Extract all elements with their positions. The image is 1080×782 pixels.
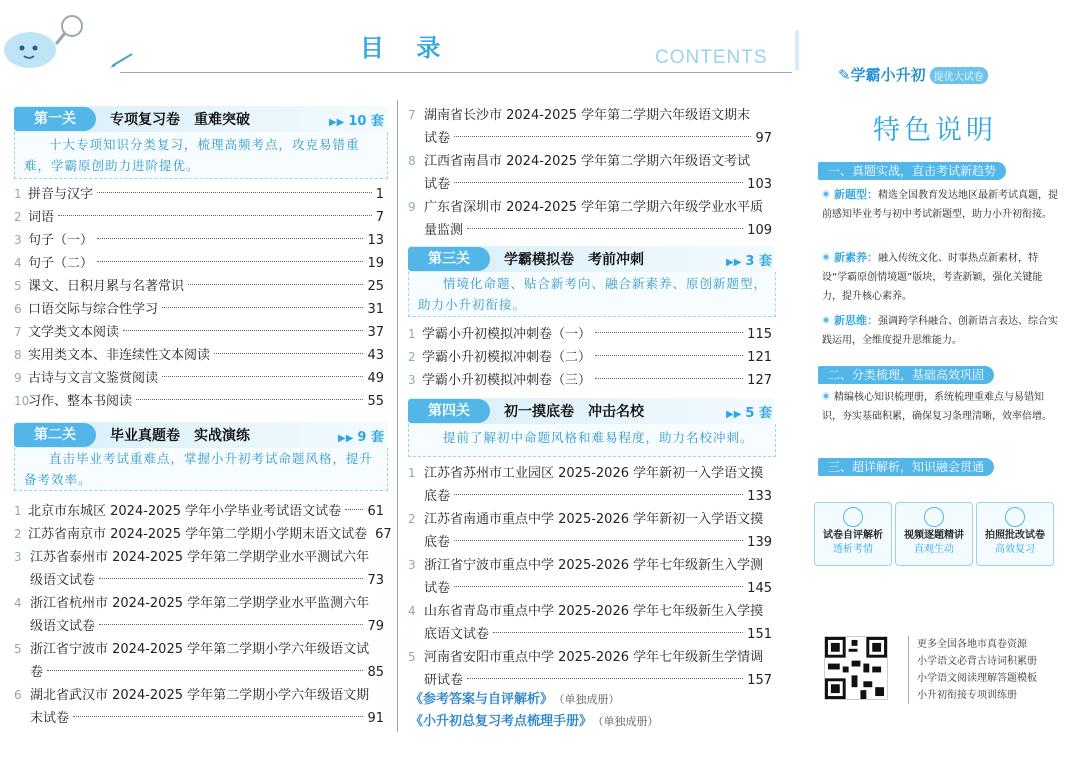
card-self-assess <box>814 502 892 566</box>
toc-title-line2 <box>30 569 384 592</box>
toc-row <box>408 150 772 196</box>
extra-handbook-note: （单独成册） <box>598 715 659 728</box>
section-3-count <box>726 250 772 269</box>
toc-row <box>14 344 384 367</box>
page-title: 目 录 <box>360 34 453 62</box>
feature-new-question <box>822 185 1058 224</box>
brand-pencil-icon: ✎ <box>838 66 851 84</box>
toc-row <box>408 508 772 554</box>
toc-title: 江苏省南京市 2024-2025 学年第二学期小学期末语文试卷 <box>28 527 368 542</box>
resource-list <box>908 636 1037 704</box>
toc-title: 浙江省宁波市重点中学 2025-2026 学年七年级新生入学测 <box>424 558 764 573</box>
toc-leader <box>162 307 363 308</box>
toc-title: 句子（二） <box>28 256 94 271</box>
toc-row <box>408 369 772 392</box>
toc-title: 江苏省南通市重点中学 2025-2026 学年新初一入学语文摸 <box>424 512 764 527</box>
toc-number: 3 <box>408 558 416 572</box>
section-4-list <box>408 462 772 692</box>
toc-page: 19 <box>367 256 384 271</box>
bullet-icon <box>822 253 830 261</box>
card-self-assess-title: 试卷自评解析 <box>823 530 883 541</box>
toc-title-cont: 卷 <box>30 665 44 680</box>
toc-number: 2 <box>14 210 22 224</box>
toc-number: 2 <box>14 527 22 541</box>
toc-number: 2 <box>408 350 416 364</box>
toc-title: 广东省深圳市 2024-2025 学年第二学期六年级学业水平质 <box>424 200 764 215</box>
toc-page: 67 <box>375 527 392 542</box>
toc-title-line2 <box>30 615 384 638</box>
toc-row <box>14 298 384 321</box>
toc-title: 古诗与文言文鉴赏阅读 <box>28 371 159 386</box>
toc-title-cont: 底卷 <box>424 489 451 504</box>
toc-number: 2 <box>408 512 416 526</box>
section-1-list <box>14 183 384 413</box>
toc-row <box>408 554 772 600</box>
kw-new-thinking: 新思维： <box>834 314 878 327</box>
qr-code-icon <box>824 636 888 700</box>
extra-answers-title: 《参考答案与自评解析》 <box>410 692 554 707</box>
section-4-intro: 提前了解初中命题风格和难易程度，助力名校冲刺。 <box>443 430 754 445</box>
toc-leader <box>97 261 363 262</box>
toc-title: 课文、日积月累与名著常识 <box>28 279 185 294</box>
toc-leader <box>123 330 363 331</box>
feature-pill-1: 一、真题实战，直击考试新趋势 <box>818 162 1006 180</box>
toc-title-cont: 级语文试卷 <box>30 619 96 634</box>
section-3-title: 学霸模拟卷 考前冲刺 <box>504 252 644 268</box>
toc-title-cont: 底卷 <box>424 535 451 550</box>
page-subtitle: CONTENTS <box>655 47 768 68</box>
toc-number: 5 <box>408 650 416 664</box>
toc-title-line2 <box>424 127 772 150</box>
mascot-magnifier-icon <box>2 12 88 72</box>
feature-title: 特色说明 <box>873 115 997 146</box>
toc-number: 1 <box>408 327 416 341</box>
toc-page: 43 <box>367 348 384 363</box>
toc-row <box>14 183 384 206</box>
toc-row <box>14 275 384 298</box>
toc-page: 25 <box>367 279 384 294</box>
toc-title: 习作、整本书阅读 <box>28 394 133 409</box>
text-new-literacy: 融入传统文化、时事热点新素材，特设“学霸原创情境题”版块，考查新颖，强化关键能力，提升核心素养。 <box>822 253 1043 302</box>
toc-row <box>408 600 772 646</box>
section-4-count-text: 5 套 <box>745 405 772 421</box>
brand <box>838 64 988 85</box>
toc-row <box>14 206 384 229</box>
toc-number: 6 <box>14 302 22 316</box>
toc-page: 103 <box>747 177 772 192</box>
section-2-count <box>338 426 384 445</box>
section-1-tag: 第一关 <box>14 107 96 131</box>
toc-leader <box>454 540 743 541</box>
toc-row <box>408 346 772 369</box>
toc-leader <box>97 238 363 239</box>
toc-page: 157 <box>747 673 772 688</box>
toc-title-line2 <box>424 173 772 196</box>
toc-title: 浙江省杭州市 2024-2025 学年第二学期学业水平监测六年 <box>30 596 370 611</box>
toc-number: 9 <box>14 371 22 385</box>
double-arrow-icon: ▶▶ <box>726 256 742 268</box>
toc-title: 江苏省苏州市工业园区 2025-2026 学年新初一入学语文摸 <box>424 466 764 481</box>
toc-row <box>408 323 772 346</box>
toc-title-cont: 量监测 <box>424 223 464 238</box>
double-arrow-icon: ▶▶ <box>338 432 354 444</box>
toc-leader <box>73 716 363 717</box>
brand-badge: 提优大试卷 <box>930 67 988 84</box>
bullet-icon <box>822 190 830 198</box>
toc-title-line2 <box>424 577 772 600</box>
resource-item: 小学语文阅读理解答题模板 <box>908 670 1037 687</box>
bullet-icon <box>822 316 830 324</box>
toc-leader <box>454 494 743 495</box>
feature-organize <box>822 388 1058 426</box>
toc-title-cont: 试卷 <box>424 581 451 596</box>
section-1-header <box>14 106 384 132</box>
section-3-tag: 第三关 <box>408 247 490 271</box>
section-2-tag: 第二关 <box>14 423 96 447</box>
toc-title: 山东省青岛市重点中学 2025-2026 学年七年级新生入学摸 <box>424 604 764 619</box>
text-organize: 精编核心知识梳理册，系统梳理重难点与易错知识，夯实基础积累，确保复习条理清晰，效率倍增。 <box>822 392 1052 422</box>
toc-title: 拼音与汉字 <box>28 187 94 202</box>
toc-title: 文学类文本阅读 <box>28 325 120 340</box>
toc-title-line2 <box>424 531 772 554</box>
toc-page: 55 <box>367 394 384 409</box>
section-3-intro: 情境化命题、贴合新考向、融合新素养、原创新题型，助力小升初衔接。 <box>418 276 768 312</box>
document-icon <box>843 507 863 527</box>
toc-title: 河南省安阳市重点中学 2025-2026 学年七年级新生学情调 <box>424 650 764 665</box>
toc-number: 4 <box>408 604 416 618</box>
resource-item: 小升初衔接专项训练册 <box>908 687 1037 704</box>
toc-row <box>14 229 384 252</box>
extra-handbook <box>410 710 659 729</box>
section-1-count-text: 10 套 <box>348 113 384 129</box>
toc-title-cont: 试卷 <box>424 131 451 146</box>
toc-number: 1 <box>14 504 22 518</box>
section-2-header <box>14 422 384 448</box>
toc-leader <box>162 376 363 377</box>
toc-page: 145 <box>747 581 772 596</box>
toc-row <box>408 104 772 150</box>
toc-page: 31 <box>367 302 384 317</box>
toc-title-cont: 研试卷 <box>424 673 464 688</box>
section-2-title: 毕业真题卷 实战演练 <box>110 428 250 444</box>
toc-number: 6 <box>14 688 22 702</box>
resource-item: 小学语文必背古诗词积累册 <box>908 653 1037 670</box>
toc-number: 4 <box>14 256 22 270</box>
toc-number: 3 <box>14 233 22 247</box>
toc-page: 139 <box>747 535 772 550</box>
toc-title: 词语 <box>28 210 55 225</box>
toc-number: 9 <box>408 200 416 214</box>
toc-number: 1 <box>14 187 22 201</box>
toc-leader <box>47 670 363 671</box>
toc-title: 江西省南昌市 2024-2025 学年第二学期六年级语文考试 <box>424 154 751 169</box>
toc-number: 3 <box>14 550 22 564</box>
toc-title: 湖南省长沙市 2024-2025 学年第二学期六年级语文期末 <box>424 108 751 123</box>
toc-title-cont: 试卷 <box>424 177 451 192</box>
toc-title: 学霸小升初模拟冲刺卷（三） <box>422 373 592 388</box>
extra-answers <box>410 688 620 707</box>
header-accent <box>795 30 799 70</box>
toc-row <box>14 321 384 344</box>
toc-page: 133 <box>747 489 772 504</box>
section-3-list <box>408 323 772 392</box>
section-1-count <box>329 110 384 129</box>
toc-leader <box>595 355 743 356</box>
toc-title: 浙江省宁波市 2024-2025 学年第二学期小学六年级语文试 <box>30 642 370 657</box>
toc-title-line2 <box>424 219 772 242</box>
toc-number: 7 <box>14 325 22 339</box>
toc-leader <box>214 353 363 354</box>
toc-number: 8 <box>14 348 22 362</box>
toc-page: 49 <box>367 371 384 386</box>
toc-leader <box>136 399 363 400</box>
feature-new-literacy <box>822 248 1058 306</box>
header-rule <box>120 72 792 73</box>
toc-number: 5 <box>14 279 22 293</box>
card-self-assess-sub: 透析考情 <box>833 544 873 555</box>
toc-row <box>14 546 384 592</box>
toc-page: 109 <box>747 223 772 238</box>
toc-title-line2 <box>30 661 384 684</box>
toc-page: 121 <box>747 350 772 365</box>
double-arrow-icon: ▶▶ <box>328 116 345 128</box>
toc-page: 13 <box>367 233 384 248</box>
toc-page: 7 <box>375 210 384 225</box>
feature-new-thinking <box>822 311 1058 350</box>
kw-new-literacy: 新素养： <box>834 251 878 264</box>
toc-title-line2 <box>30 707 384 730</box>
toc-row <box>408 646 772 692</box>
toc-page: 37 <box>367 325 384 340</box>
toc-page: 1 <box>375 187 384 202</box>
toc-number: 10 <box>14 394 30 408</box>
section-4-title: 初一摸底卷 冲击名校 <box>504 404 644 420</box>
toc-title: 学霸小升初模拟冲刺卷（二） <box>422 350 592 365</box>
toc-row <box>14 684 384 730</box>
toc-title-cont: 级语文试卷 <box>30 573 96 588</box>
toc-title: 江苏省泰州市 2024-2025 学年第二学期学业水平测试六年 <box>30 550 370 565</box>
toc-title: 句子（一） <box>28 233 94 248</box>
card-photo-sub: 高效复习 <box>995 544 1035 555</box>
section-4-count <box>726 402 772 421</box>
toc-leader <box>493 632 743 633</box>
toc-title: 口语交际与综合性学习 <box>28 302 159 317</box>
toc-page: 73 <box>367 573 384 588</box>
toc-page: 85 <box>367 665 384 680</box>
toc-number: 8 <box>408 154 416 168</box>
toc-row <box>14 592 384 638</box>
toc-number: 3 <box>408 373 416 387</box>
section-4-header <box>408 398 772 424</box>
toc-title-line2 <box>424 485 772 508</box>
text-new-thinking: 强调跨学科融合、创新语言表达、综合实践运用，全维度提升思维能力。 <box>822 316 1058 346</box>
kw-new-question: 新题型： <box>834 188 878 201</box>
card-video-title: 视频逐题精讲 <box>904 530 964 541</box>
toc-leader <box>467 678 743 679</box>
resource-item: 更多全国各地市真卷资源 <box>908 636 1037 653</box>
section-2-list-right <box>408 104 772 242</box>
toc-leader <box>454 136 751 137</box>
column-divider <box>397 100 398 732</box>
toc-row <box>14 500 384 523</box>
section-2-count-text: 9 套 <box>357 429 384 445</box>
card-video-sub: 直观生动 <box>914 544 954 555</box>
toc-leader <box>99 624 363 625</box>
extra-handbook-title: 《小升初总复习考点梳理手册》 <box>410 714 593 729</box>
toc-page: 79 <box>367 619 384 634</box>
section-1-intro: 十大专项知识分类复习，梳理高频考点，攻克易错重难，学霸原创助力进阶提优。 <box>24 137 360 173</box>
toc-row <box>14 523 392 546</box>
toc-row <box>14 252 384 275</box>
toc-header <box>0 0 800 95</box>
toc-leader <box>467 228 743 229</box>
toc-title: 湖北省武汉市 2024-2025 学年第二学期小学六年级语文期 <box>30 688 370 703</box>
toc-page: 61 <box>367 504 384 519</box>
toc-title: 学霸小升初模拟冲刺卷（一） <box>422 327 592 342</box>
toc-number: 1 <box>408 466 416 480</box>
camera-icon <box>1005 507 1025 527</box>
extra-answers-note: （单独成册） <box>559 693 620 706</box>
toc-number: 7 <box>408 108 416 122</box>
section-2-intro: 直击毕业考试重难点，掌握小升初考试命题风格，提升备考效率。 <box>24 451 374 487</box>
pen-icon <box>108 50 138 70</box>
toc-title-line2 <box>424 623 772 646</box>
toc-title-cont: 底语文试卷 <box>424 627 490 642</box>
toc-leader <box>454 586 743 587</box>
toc-row <box>408 196 772 242</box>
feature-pill-3: 三、超详解析，知识融会贯通 <box>818 458 994 476</box>
play-icon <box>924 507 944 527</box>
toc-row <box>14 367 384 390</box>
toc-title: 实用类文本、非连续性文本阅读 <box>28 348 211 363</box>
toc-leader <box>595 332 743 333</box>
section-1-title: 专项复习卷 重难突破 <box>110 112 250 128</box>
toc-leader <box>58 215 372 216</box>
toc-row <box>14 638 384 684</box>
toc-title-cont: 末试卷 <box>30 711 70 726</box>
toc-page: 127 <box>747 373 772 388</box>
toc-page: 97 <box>755 131 772 146</box>
bullet-icon <box>822 392 830 400</box>
brand-name: 学霸小升初 <box>850 66 926 84</box>
section-2-list-left <box>14 500 392 730</box>
toc-leader <box>345 509 363 510</box>
section-4-tag: 第四关 <box>408 399 490 423</box>
toc-leader <box>188 284 363 285</box>
toc-page: 91 <box>367 711 384 726</box>
toc-leader <box>454 182 743 183</box>
toc-row <box>408 462 772 508</box>
toc-leader <box>99 578 363 579</box>
feature-pill-2: 二、分类梳理，基础高效巩固 <box>818 366 994 384</box>
toc-leader <box>97 192 372 193</box>
card-photo <box>976 502 1054 566</box>
text-new-question: 精选全国教育发达地区最新考试真题，提前感知毕业考与初中考试新题型，助力小升初衔接。 <box>822 190 1058 220</box>
feature-cards <box>814 502 1054 566</box>
toc-row <box>14 390 384 413</box>
double-arrow-icon: ▶▶ <box>726 408 742 420</box>
toc-page: 115 <box>747 327 772 342</box>
card-video <box>895 502 973 566</box>
toc-number: 5 <box>14 642 22 656</box>
section-3-count-text: 3 套 <box>745 253 772 269</box>
toc-title: 北京市东城区 2024-2025 学年小学毕业考试语文试卷 <box>28 504 342 519</box>
toc-page: 151 <box>747 627 772 642</box>
section-3-header <box>408 246 772 272</box>
toc-leader <box>595 378 743 379</box>
card-photo-title: 拍照批改试卷 <box>985 530 1045 541</box>
toc-number: 4 <box>14 596 22 610</box>
